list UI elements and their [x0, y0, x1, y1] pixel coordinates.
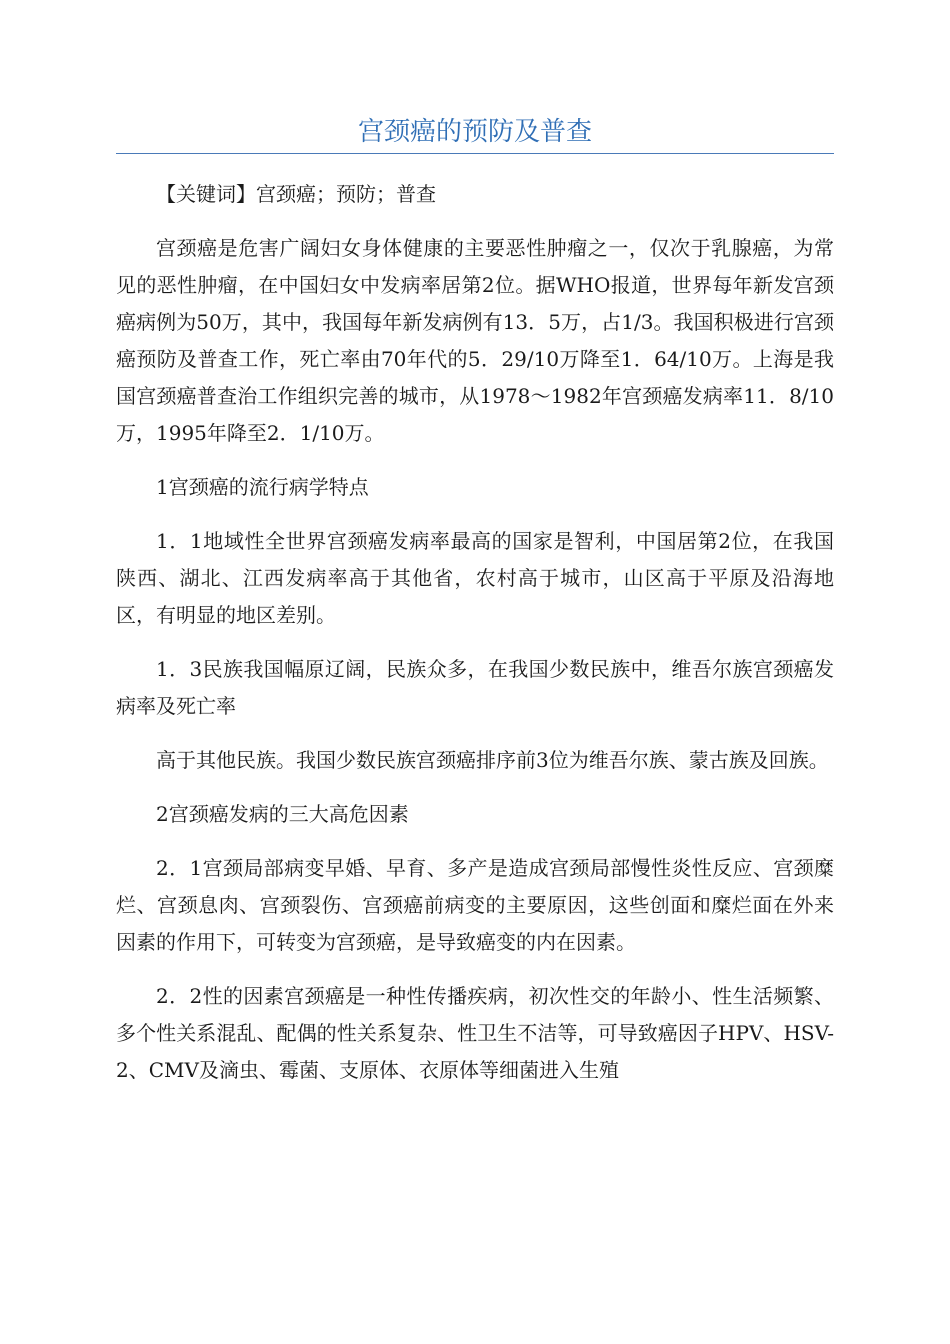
section-heading-2: 2宫颈癌发病的三大高危因素 — [156, 802, 409, 826]
document-title: 宫颈癌的预防及普查 — [357, 117, 592, 147]
document-body — [116, 176, 834, 1106]
paragraph-2-1: 2．1宫颈局部病变早婚、早育、多产是造成宫颈局部慢性炎性反应、宫颈糜烂、宫颈息肉、宫颈裂伤、宫颈癌前病变的主要原因，这些创面和糜烂面在外来因素的作用下，可转变为宫颈癌，是导致癌变的内在因素。 — [116, 856, 834, 954]
paragraph-2-2: 2．2性的因素宫颈癌是一种性传播疾病，初次性交的年龄小、性生活频繁、多个性关系混乱、配偶的性关系复杂、性卫生不洁等，可导致癌因子HPV、HSV-2、CMV及滴虫、霉菌、支原体、衣原体等细菌进入生殖 — [116, 984, 834, 1082]
keywords-paragraph: 【关键词】宫颈癌；预防；普查 — [156, 182, 436, 206]
paragraph-1-3-continued: 高于其他民族。我国少数民族宫颈癌排序前3位为维吾尔族、蒙古族及回族。 — [156, 748, 829, 772]
intro-paragraph: 宫颈癌是危害广阔妇女身体健康的主要恶性肿瘤之一，仅次于乳腺癌，为常见的恶性肿瘤，在中国妇女中发病率居第2位。据WHO报道，世界每年新发宫颈癌病例为50万，其中，我国每年新发病例有13．5万，占1/3。我国积极进行宫颈癌预防及普查工作，死亡率由70年代的5．29/10万降至1．64/10万。上海是我国宫颈癌普查治工作组织完善的城市，从1978～1982年宫颈癌发病率11．8/10万，1995年降至2．1/10万。 — [116, 236, 834, 445]
paragraph-1-3: 1．3民族我国幅原辽阔，民族众多，在我国少数民族中，维吾尔族宫颈癌发病率及死亡率 — [116, 657, 834, 718]
paragraph-1-1: 1．1地域性全世界宫颈癌发病率最高的国家是智利，中国居第2位，在我国陕西、湖北、江西发病率高于其他省，农村高于城市，山区高于平原及沿海地区，有明显的地区差别。 — [116, 529, 834, 627]
title-underline — [116, 153, 834, 154]
section-heading-1: 1宫颈癌的流行病学特点 — [156, 475, 369, 499]
